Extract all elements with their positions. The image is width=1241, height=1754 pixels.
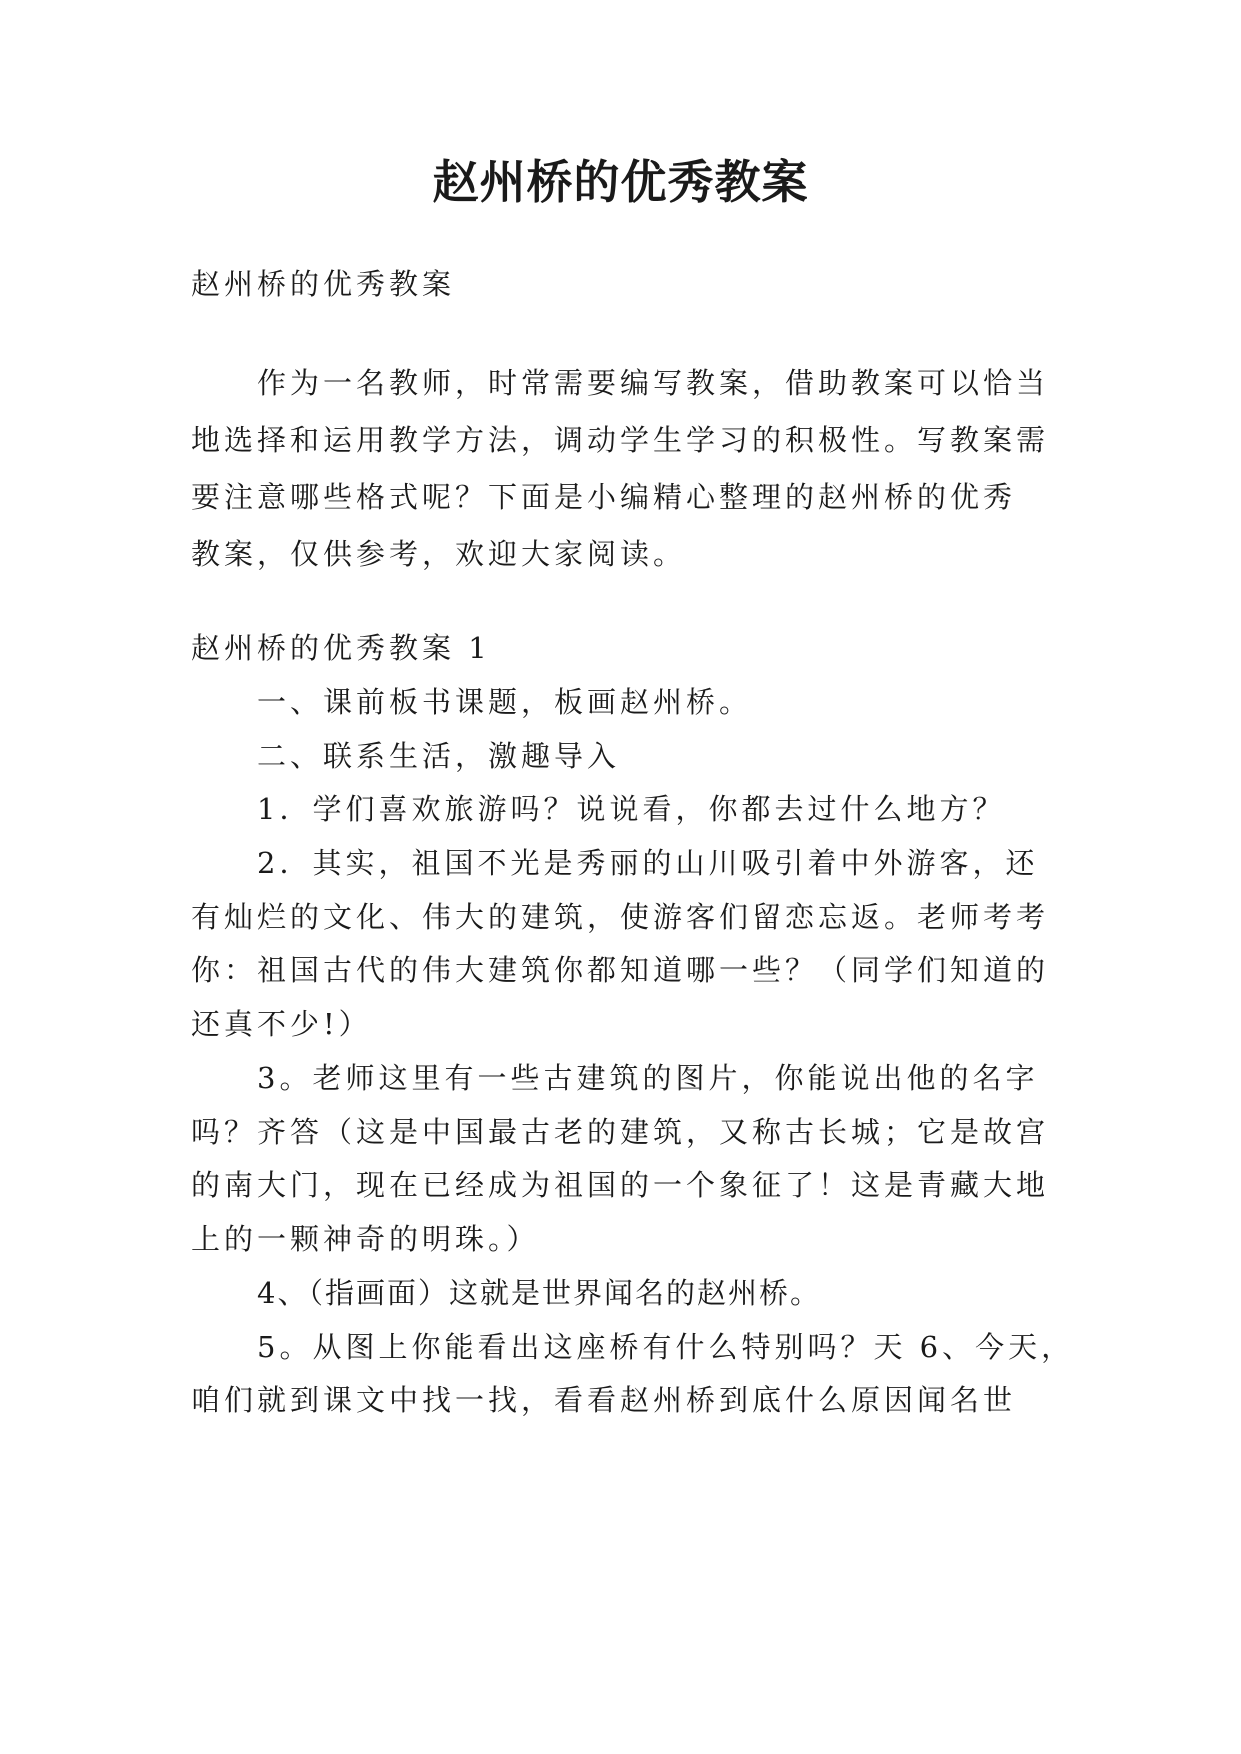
- document-title: 赵州桥的优秀教案: [432, 155, 809, 209]
- body-line-11: 上的一颗神奇的明珠。）: [191, 1222, 540, 1256]
- body-line-13: 5。从图上你能看出这座桥有什么特别吗？天 6、今天，: [257, 1330, 1075, 1364]
- body-line-14: 咱们就到课文中找一找，看看赵州桥到底什么原因闻名世: [191, 1383, 1017, 1417]
- body-line-6: 你：祖国古代的伟大建筑你都知道哪一些？（同学们知道的: [191, 953, 1050, 987]
- body-line-4: 2．其实，祖国不光是秀丽的山川吸引着中外游客，还: [257, 846, 1039, 880]
- body-line-1: 一、课前板书课题，板画赵州桥。: [257, 685, 753, 719]
- intro-line-1: 作为一名教师，时常需要编写教案，借助教案可以恰当: [257, 366, 1050, 400]
- body-line-3: 1．学们喜欢旅游吗？说说看，你都去过什么地方？: [257, 792, 1006, 826]
- body-line-9: 吗？齐答（这是中国最古老的建筑，又称古长城；它是故宫: [191, 1115, 1050, 1149]
- body-line-2: 二、联系生活，激趣导入: [257, 739, 621, 773]
- document-subtitle: 赵州桥的优秀教案: [191, 267, 456, 301]
- section-heading: 赵州桥的优秀教案 1: [191, 631, 491, 665]
- intro-line-4: 教案，仅供参考，欢迎大家阅读。: [191, 537, 687, 571]
- body-line-12: 4、（指画面）这就是世界闻名的赵州桥。: [257, 1276, 821, 1310]
- body-line-5: 有灿烂的文化、伟大的建筑，使游客们留恋忘返。老师考考: [191, 900, 1050, 934]
- body-line-7: 还真不少!）: [191, 1007, 372, 1041]
- intro-line-3: 要注意哪些格式呢？下面是小编精心整理的赵州桥的优秀: [191, 480, 1017, 514]
- body-line-10: 的南大门，现在已经成为祖国的一个象征了！这是青藏大地: [191, 1168, 1050, 1202]
- intro-line-2: 地选择和运用教学方法，调动学生学习的积极性。写教案需: [191, 423, 1050, 457]
- body-line-8: 3。老师这里有一些古建筑的图片，你能说出他的名字: [257, 1061, 1039, 1095]
